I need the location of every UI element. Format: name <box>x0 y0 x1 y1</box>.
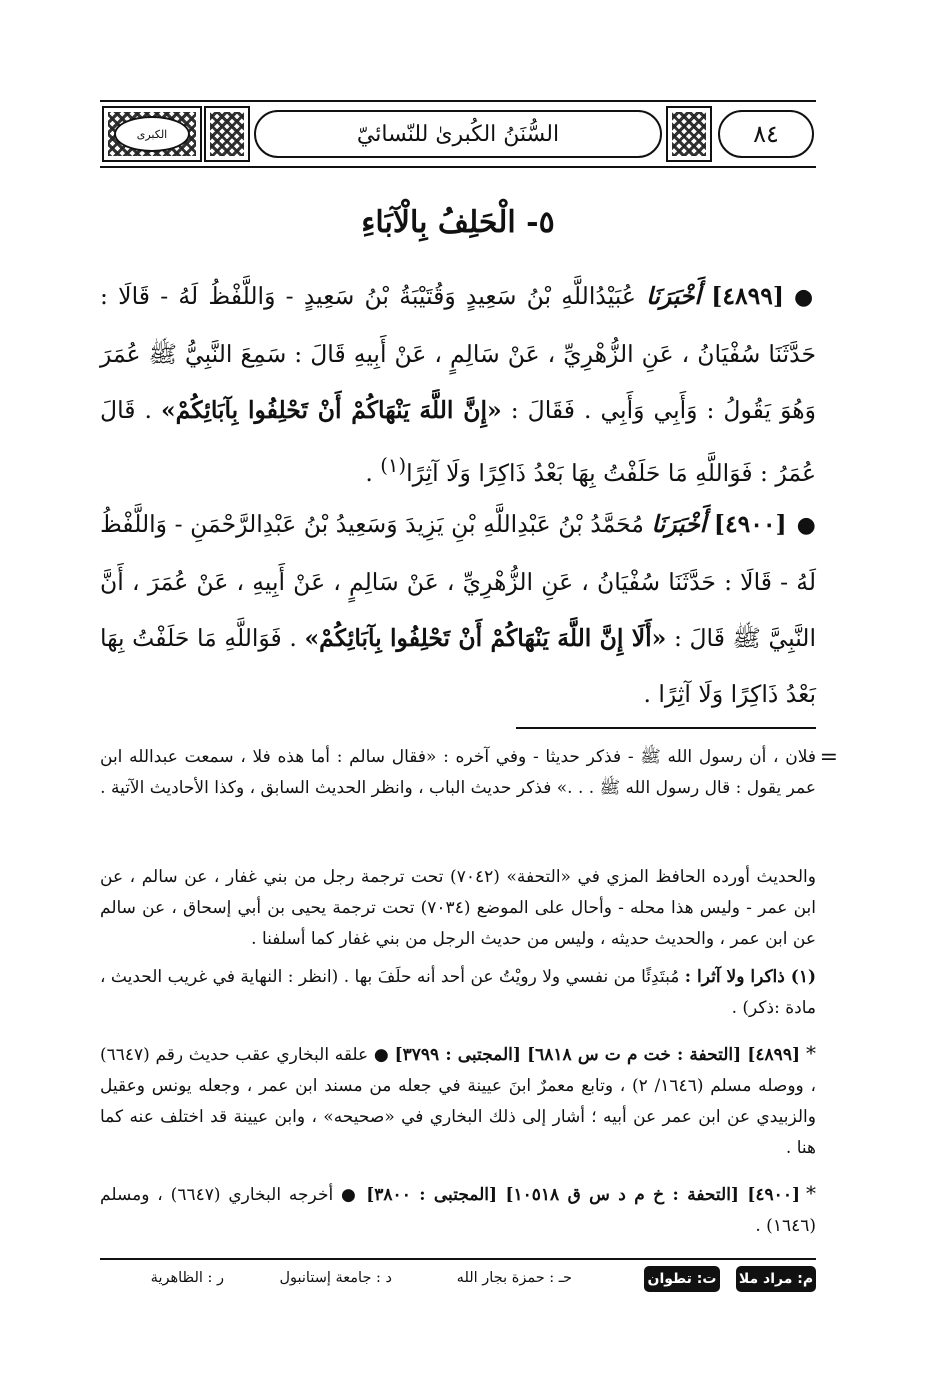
takhrij-head: [٤٩٠٠] [التحفة : خ م د س ق ١٠٥١٨] [المجتبى : ٣٨٠٠] <box>366 1185 800 1205</box>
takhrij-4899 <box>100 1038 816 1164</box>
bullet-icon: ● <box>794 285 816 310</box>
book-title: السُّنَنُ الكُبرىٰ للنّسائيّ <box>254 110 662 158</box>
manuscript-zahiriyya: ر : الظاهرية <box>150 1270 224 1286</box>
ornament-right-inner <box>666 106 712 162</box>
hadith-isnad: مُحَمَّدُ بْنُ عَبْدِاللَّهِ بْنِ يَزِيدَ وَسَعِيدُ بْنُ عَبْدِالرَّحْمَنِ - وَاللَّفْظُ لَهُ - قَالَا : حَدَّثَنَا سُفْيَانُ ، عَنِ الزُّهْرِيِّ ، عَنْ سَالِمٍ ، عَنْ أَبِيهِ ، عَنْ عُمَرَ ، أَنَّ النَّبِيَّ ﷺ قَالَ : <box>100 510 816 652</box>
footnote-continuation <box>100 742 838 804</box>
footer-rule <box>100 1258 816 1260</box>
ornament-medal: الكبرى <box>114 116 190 152</box>
manuscript-badge-tetouan: ت: تطوان <box>644 1266 720 1292</box>
footnote-1 <box>100 962 816 1024</box>
takhrij-head: [٤٨٩٩] [التحفة : خت م ت س ٦٨١٨] [المجتبى : ٣٧٩٩] <box>394 1045 800 1065</box>
continuation-mark: = <box>819 745 838 770</box>
page-number: ٨٤ <box>718 110 814 158</box>
footnote-text: مُبتَدِئًا من نفسي ولا رويْتُ عن أحد أنه حلَفَ بها . (انظر : النهاية في غريب الحديث ، مادة :ذكر) . <box>100 967 816 1018</box>
hadith-ending: . قَالَ عُمَرُ : فَوَاللَّهِ مَا حَلَفْتُ بِهَا بَعْدُ ذَاكِرًا وَلَا آثِرًا <box>100 396 816 487</box>
footnote-label: (١) ذاكرا ولا آثرا : <box>684 967 817 987</box>
ornament-pattern <box>672 112 706 156</box>
takhrij-text: ● علقه البخاري عقب حديث رقم (٦٦٤٧) ، ووصله مسلم (١٦٤٦/ ٢) ، وتابع معمرٌ ابنَ عيينة في جعله من مسند ابن عمر ، وجعله يونس وعقيل والزبيدي عن ابن عمر عن أبيه ؛ أشار إلى ذلك البخاري في «صحيحه» ، وابن عيينة قد اختلف عنه كما هنا . <box>100 1045 816 1158</box>
takhrij-text: ● أخرجه البخاري (٦٦٤٧) ، ومسلم (١٦٤٦) . <box>100 1185 816 1236</box>
header-bottom-rule <box>100 166 816 168</box>
manuscript-footer <box>100 1266 816 1296</box>
manuscript-badge-murad-molla: م: مراد ملا <box>736 1266 816 1292</box>
footnote-separator <box>516 727 816 729</box>
continuation-text: فلان ، أن رسول الله ﷺ - فذكر حديثا - وفي آخره : «فقال سالم : أما هذه فلا ، سمعت عبدالله ابن عمر يقول : قال رسول الله ﷺ . . .» فذكر حديث الباب ، وانظر الحديث السابق ، وكذا الأحاديث الآتية . <box>100 747 816 798</box>
footnote-marker: (١) <box>380 454 407 477</box>
takhrij-4900 <box>100 1178 816 1242</box>
prophetic-saying: «إِنَّ اللَّهَ يَنْهَاكُمْ أَنْ تَحْلِفُوا بِآبَائِكُمْ» <box>160 396 502 424</box>
asterisk-icon: * <box>806 1181 816 1205</box>
hadith-isnad: عُبَيْدُاللَّهِ بْنُ سَعِيدٍ وَقُتَيْبَةُ بْنُ سَعِيدٍ - وَاللَّفْظُ لَهُ - قَالَا : حَدَّثَنَا سُفْيَانُ ، عَنِ الزُّهْرِيِّ ، عَنْ سَالِمٍ ، عَنْ أَبِيهِ قَالَ : سَمِعَ النَّبِيُّ ﷺ عُمَرَ وَهُوَ يَقُولُ : وَأَبِي وَأَبِي . فَقَالَ : <box>100 282 816 424</box>
bullet-icon: ● <box>796 513 816 538</box>
manuscript-hamza: حـ : حمزة بجار الله <box>456 1270 572 1286</box>
akhbarana-label: أَخْبَرَنَا <box>651 510 707 538</box>
ornament-left <box>102 106 202 162</box>
hadith-end-mark: . <box>365 458 373 487</box>
akhbarana-label: أَخْبَرَنَا <box>646 282 701 310</box>
hadith-4900 <box>100 496 816 722</box>
running-header <box>100 100 816 168</box>
hadith-number: [٤٨٩٩] <box>711 282 784 310</box>
hadith-ending: . فَوَاللَّهِ مَا حَلَفْتُ بِهَا بَعْدُ ذَاكِرًا وَلَا آثِرًا . <box>100 624 816 708</box>
ornament-pattern <box>210 112 244 156</box>
hadith-4899 <box>100 268 816 501</box>
prophetic-saying: «أَلَا إِنَّ اللَّهَ يَنْهَاكُمْ أَنْ تَحْلِفُوا بِآبَائِكُمْ» <box>304 624 667 652</box>
ornament-left-inner <box>204 106 250 162</box>
header-top-rule <box>100 100 816 102</box>
hadith-number: [٤٩٠٠] <box>713 510 787 538</box>
manuscript-istanbul: د : جامعة إستانبول <box>279 1270 392 1286</box>
footnote-paragraph: والحديث أورده الحافظ المزي في «التحفة» (٧٠٤٢) تحت ترجمة رجل من بني غفار ، عن سالم ، عن ابن عمر - وليس هذا محله - وأحال على الموضع (٧٠٣٤) تحت ترجمة يحيى بن أبي إسحاق ، عن سالم عن ابن عمر ، والحديث حديثه ، وليس من حديث الرجل من بني غفار كما أسلفنا . <box>100 867 816 949</box>
asterisk-icon: * <box>806 1041 816 1065</box>
chapter-title: ٥- الْحَلِفُ بِالْآبَاءِ <box>361 205 555 240</box>
